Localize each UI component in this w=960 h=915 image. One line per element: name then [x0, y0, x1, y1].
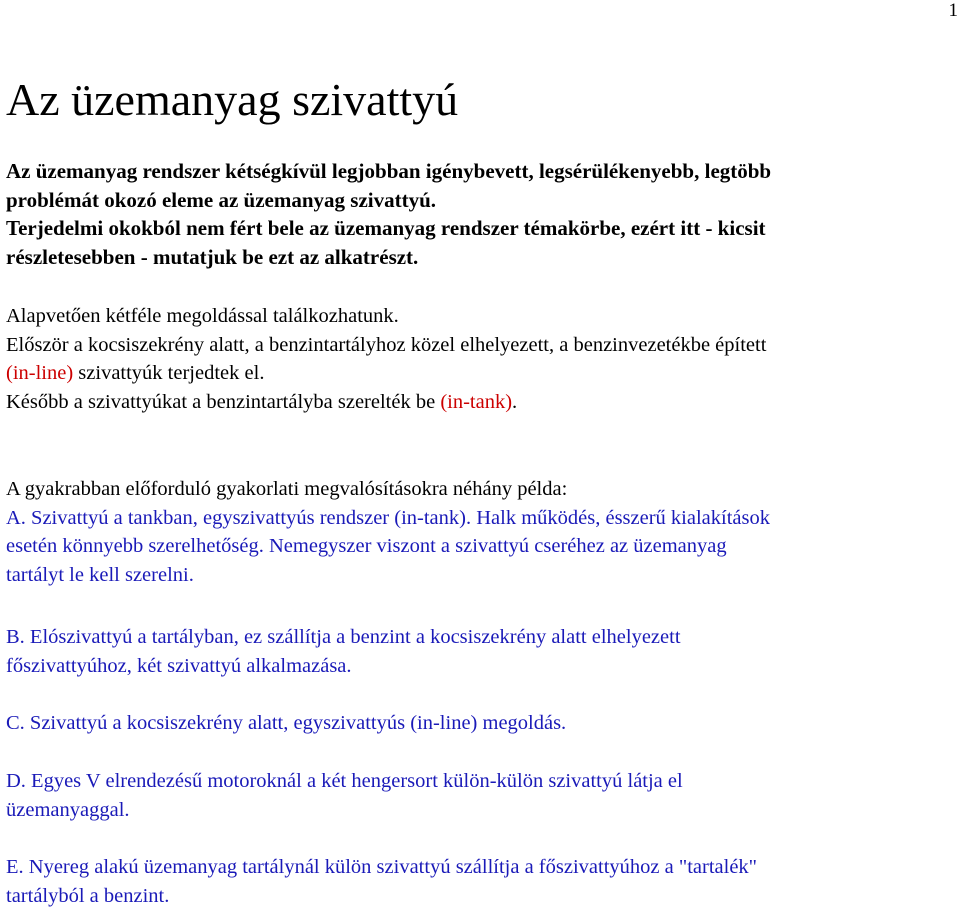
intro-paragraph — [6, 157, 771, 271]
page-number: 1 — [948, 0, 958, 21]
solutions-line — [6, 359, 766, 388]
example-e-line: tartályból a benzint. — [6, 884, 170, 907]
example-b-line: B. Elószivattyú a tartályban, ez szállítja a benzint a kocsiszekrény alatt elhelyezett — [6, 626, 681, 648]
example-b-line: főszivattyúhoz, két szivattyú alkalmazása. — [6, 654, 352, 677]
example-c-paragraph — [6, 709, 566, 738]
in-tank-term: (in-tank) — [440, 390, 513, 413]
example-d-line: D. Egyes V elrendezésű motoroknál a két hengersort külön-külön szivattyú látja el — [6, 770, 683, 792]
example-c-line: C. Szivattyú a kocsiszekrény alatt, egyszivattyús (in-line) megoldás. — [6, 712, 567, 734]
solutions-line: Először a kocsiszekrény alatt, a benzintartályhoz közel elhelyezett, a benzinvezetékbe épített — [6, 333, 767, 356]
example-a-line: tartályt le kell szerelni. — [6, 563, 194, 586]
example-e-paragraph — [6, 853, 757, 910]
solutions-text: . — [512, 390, 518, 413]
solutions-text: szivattyúk terjedtek el. — [73, 362, 265, 384]
example-a-line: A. Szivattyú a tankban, egyszivattyús rendszer (in-tank). Halk működés, ésszerű kialakítások — [6, 506, 770, 529]
solutions-paragraph — [6, 302, 766, 416]
page-title: Az üzemanyag szivattyú — [6, 74, 459, 125]
intro-line: Az üzemanyag rendszer kétségkívül legjobban igénybevett, legsérülékenyebb, legtöbb — [6, 159, 772, 183]
example-e-line: E. Nyereg alakú üzemanyag tartálynál külön szivattyú szállítja a főszivattyúhoz a "tartalék" — [6, 856, 758, 878]
intro-line: Terjedelmi okokból nem fért bele az üzemanyag rendszer témakörbe, ezért itt - kicsit — [6, 216, 766, 240]
example-a-line: esetén könnyebb szerelhetőség. Nemegyszer viszont a szivattyú cseréhez az üzemanyag — [6, 535, 727, 557]
intro-line: részletesebben - mutatjuk be ezt az alkatrészt. — [6, 244, 419, 269]
solutions-line — [6, 388, 766, 417]
example-d-line: üzemanyaggal. — [6, 798, 130, 821]
examples-intro: A gyakrabban előforduló gyakorlati megvalósításokra néhány példa: — [6, 478, 568, 500]
example-d-paragraph — [6, 767, 683, 824]
solutions-line: Alapvetően kétféle megoldással találkozhatunk. — [6, 305, 399, 327]
in-line-term: (in-line) — [6, 362, 74, 384]
intro-line: problémát okozó eleme az üzemanyag szivattyú. — [6, 187, 437, 212]
examples-paragraph — [6, 475, 770, 589]
example-b-paragraph — [6, 623, 681, 680]
solutions-text: Később a szivattyúkat a benzintartályba szerelték be — [6, 390, 441, 413]
